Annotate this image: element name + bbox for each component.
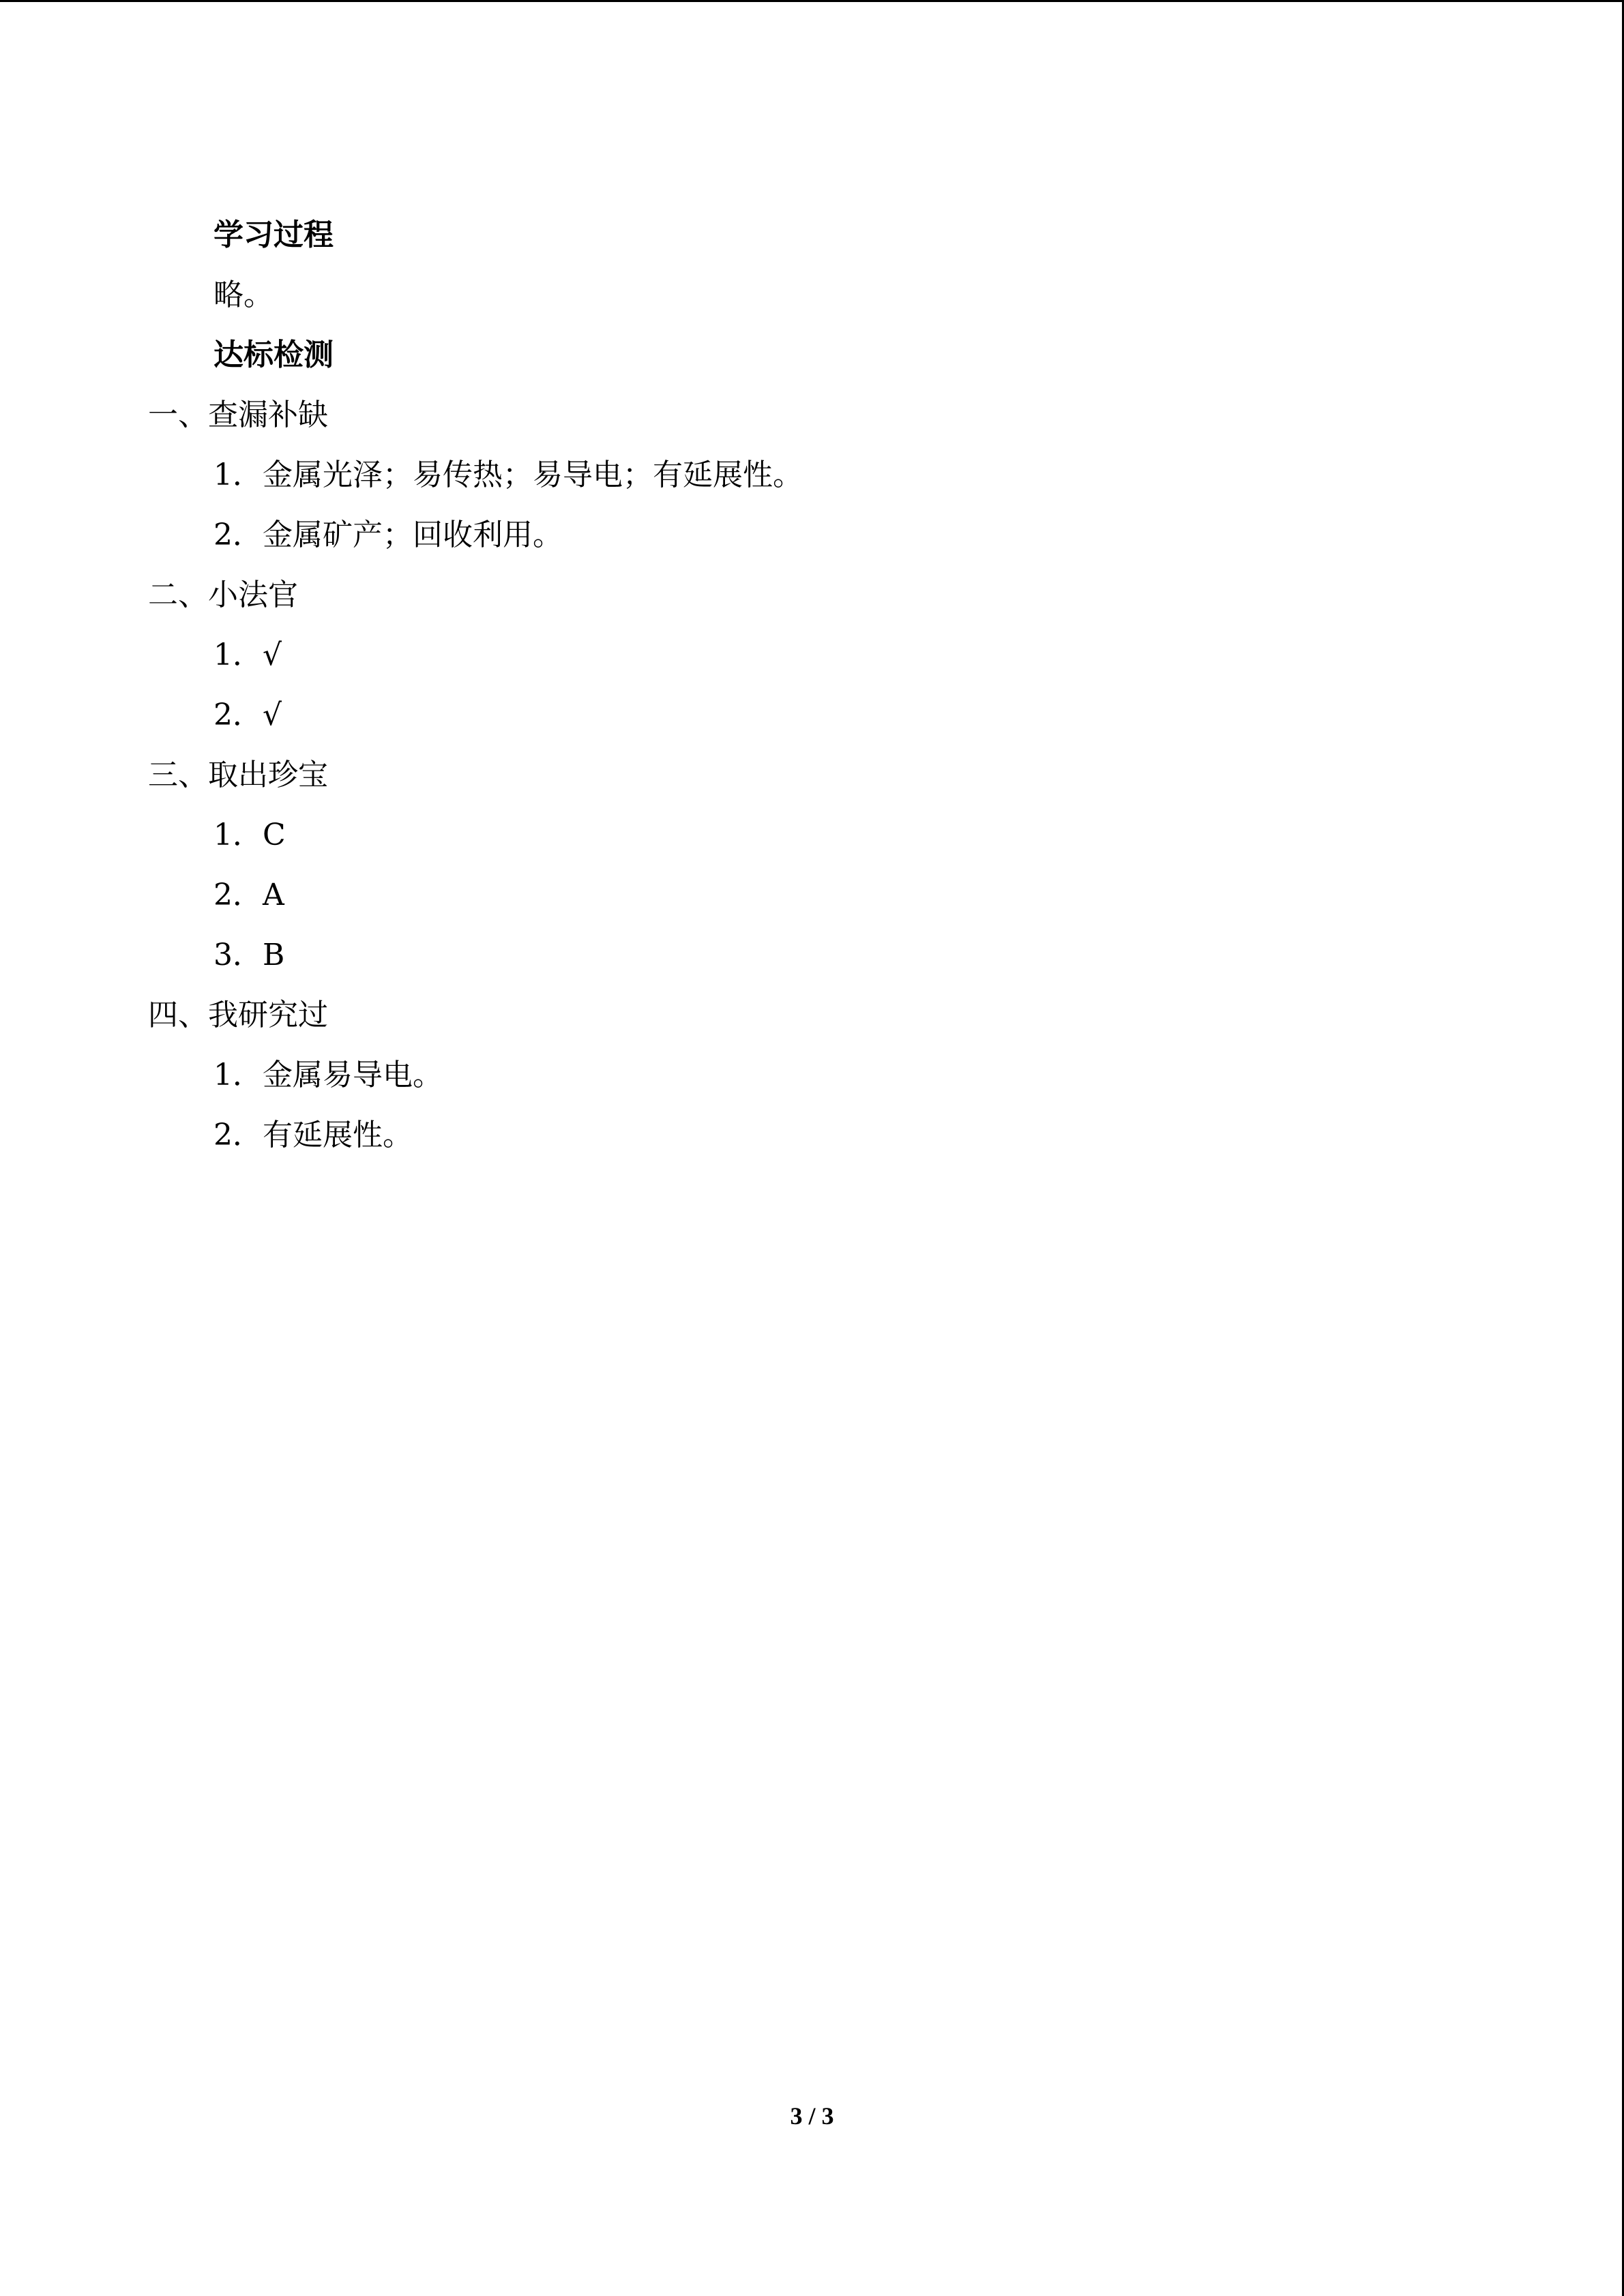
section-title-3: 三、取出珍宝 [148,758,328,792]
section2-item-2: 2．√ [213,698,282,732]
section3-item-2: 2．A [213,878,284,912]
section3-item-3: 3．B [213,938,285,972]
page-number: 3 / 3 [790,2102,834,2130]
section-title-1: 一、查漏补缺 [148,398,328,432]
section1-item-1: 1．金属光泽；易传热；易导电；有延展性。 [213,458,803,492]
heading-assessment: 达标检测 [213,338,334,372]
section4-item-2: 2．有延展性。 [213,1118,413,1152]
process-text: 略。 [213,278,274,312]
section-title-4: 四、我研究过 [148,998,328,1032]
section3-item-1: 1．C [213,818,286,852]
section4-item-1: 1．金属易导电。 [213,1058,443,1092]
section1-item-2: 2．金属矿产；回收利用。 [213,518,563,552]
section-title-2: 二、小法官 [148,578,298,612]
heading-learning-process: 学习过程 [213,218,334,252]
section2-item-1: 1．√ [213,638,282,672]
